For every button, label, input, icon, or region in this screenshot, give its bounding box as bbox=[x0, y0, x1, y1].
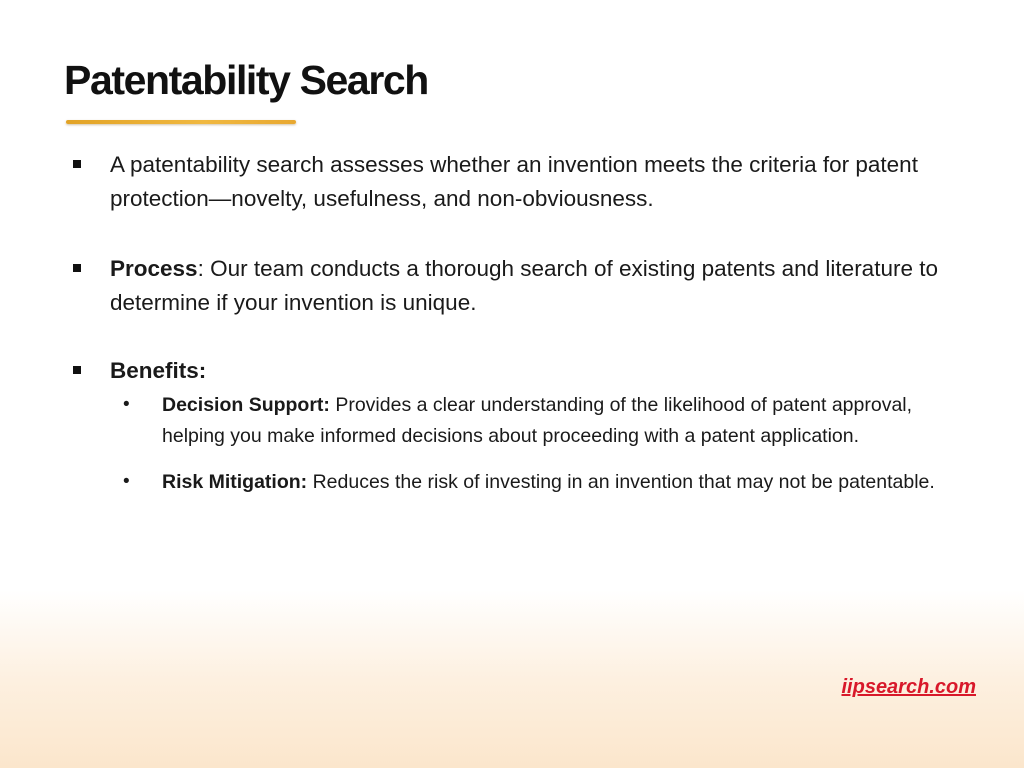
bullet-benefits bbox=[72, 354, 952, 388]
square-bullet-icon bbox=[73, 366, 81, 374]
round-bullet-icon: • bbox=[123, 471, 130, 492]
bullet-process bbox=[72, 252, 952, 320]
sub-bullet-decision-support bbox=[122, 390, 952, 451]
benefits-sub-list bbox=[72, 390, 952, 498]
decision-support-label: Decision Support: bbox=[162, 394, 330, 416]
sub-bullet-risk-mitigation bbox=[122, 467, 952, 498]
decision-support-text: Provides a clear understanding of the likelihood of patent approval, helping you make informed decisions about proceeding with a patent application. bbox=[162, 394, 913, 447]
bullet-list bbox=[72, 148, 952, 498]
slide-title: Patentability Search bbox=[64, 57, 428, 103]
bullet-intro-text: A patentability search assesses whether an invention meets the criteria for patent protection—novelty, usefulness, and non-obviousness. bbox=[110, 152, 918, 211]
title-underline bbox=[66, 120, 296, 124]
square-bullet-icon bbox=[73, 160, 81, 168]
website-link[interactable]: iipsearch.com bbox=[841, 676, 976, 698]
risk-mitigation-text: Reduces the risk of investing in an invention that may not be patentable. bbox=[307, 471, 935, 493]
round-bullet-icon: • bbox=[123, 394, 130, 415]
risk-mitigation-label: Risk Mitigation: bbox=[162, 471, 308, 493]
bullet-process-text: : Our team conducts a thorough search of existing patents and literature to determine if your invention is unique. bbox=[110, 256, 938, 315]
bullet-process-label: Process bbox=[110, 256, 198, 281]
bullet-benefits-label: Benefits: bbox=[110, 358, 207, 383]
bullet-intro bbox=[72, 148, 952, 216]
square-bullet-icon bbox=[73, 264, 81, 272]
